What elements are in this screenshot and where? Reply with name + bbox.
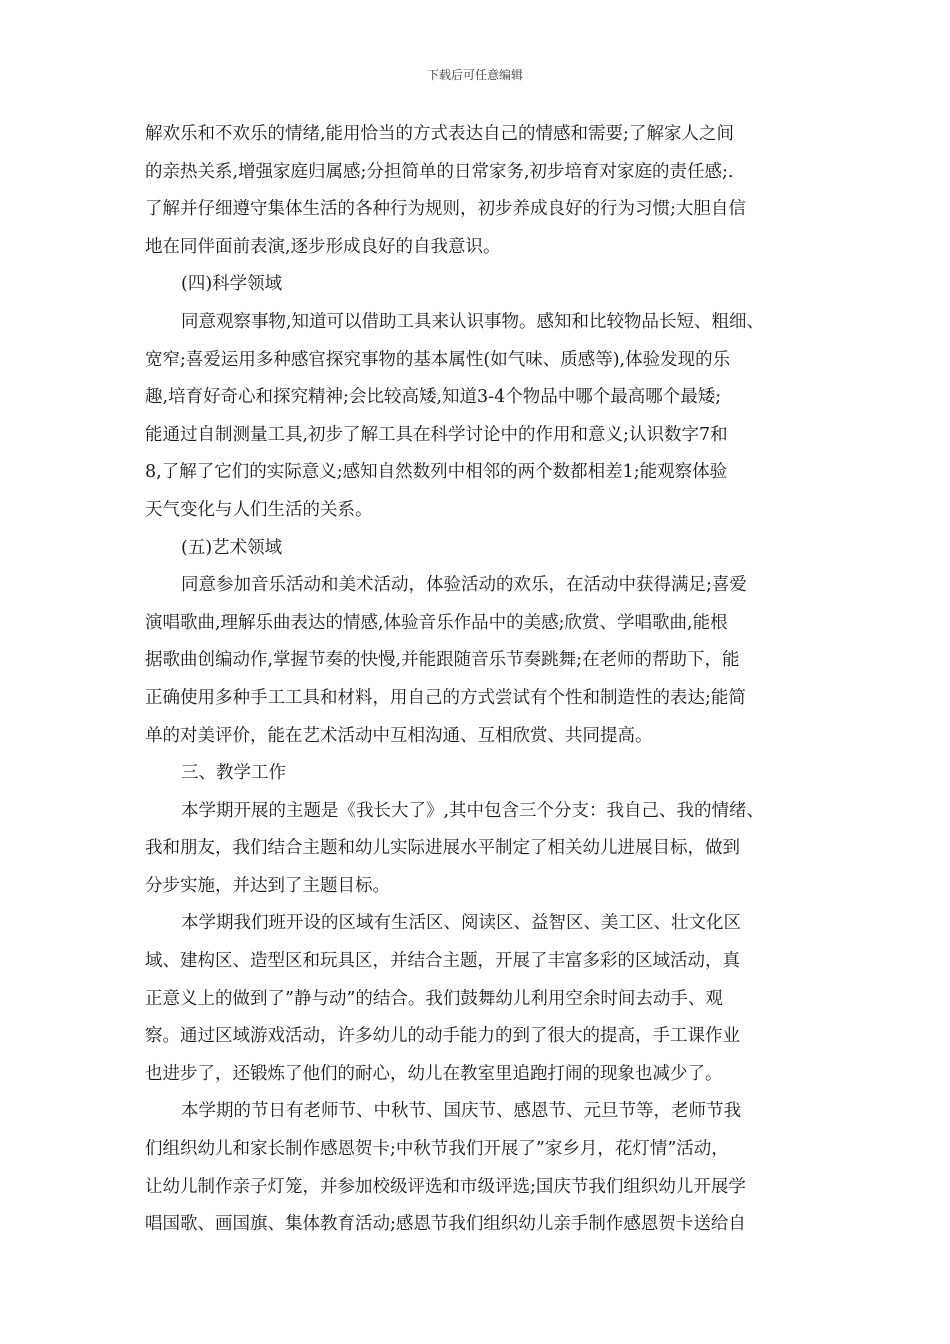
text-line: 解欢乐和不欢乐的情绪,能用恰当的方式表达自己的情感和需要;了解家人之间 [145,124,734,144]
text-line: 据歌曲创编动作,掌握节奏的快慢,并能跟随音乐节奏跳舞;在老师的帮助下，能 [145,650,740,671]
text-line: 演唱歌曲,理解乐曲表达的情感,体验音乐作品中的美感;欣赏、学唱歌曲,能根 [145,612,728,633]
section-heading-teaching: 三、教学工作 [181,763,286,784]
text-line: 天气变化与人们生活的关系。 [145,499,373,520]
text-line: 趣,培育好奇心和探究精神;会比较高矮,知道3-4个物品中哪个最高哪个最矮; [145,387,722,408]
text-line: 本学期我们班开设的区域有生活区、阅读区、益智区、美工区、壮文化区 [181,913,741,934]
section-heading-art: (五)艺术领域 [181,537,283,558]
text-line: 正意义上的做到了”静与动”的结合。我们鼓舞幼儿利用空余时间去动手、观 [145,988,723,1009]
text-line: 的亲热关系,增强家庭归属感;分担简单的日常家务,初步培育对家庭的责任感;. [145,161,734,182]
text-line: 我和朋友，我们结合主题和幼儿实际进展水平制定了相关幼儿进展目标，做到 [145,838,740,859]
text-line: 能通过自制测量工具,初步了解工具在科学讨论中的作用和意义;认识数字7和 [145,424,728,445]
section-heading-science: (四)科学领域 [181,274,283,295]
text-line: 让幼儿制作亲子灯笼，并参加校级评选和市级评选;国庆节我们组织幼儿开展学 [145,1176,746,1197]
text-line: 同意观察事物,知道可以借助工具来认识事物。感知和比较物品长短、粗细、 [181,311,765,332]
text-line: 正确使用多种手工工具和材料，用自己的方式尝试有个性和制造性的表达;能简 [145,687,746,708]
text-line: 本学期开展的主题是《我长大了》,其中包含三个分支：我自己、我的情绪、 [181,800,765,821]
text-line: 8,了解了它们的实际意义;感知自然数列中相邻的两个数都相差1;能观察体验 [145,462,728,483]
text-line: 唱国歌、画国旗、集体教育活动;感恩节我们组织幼儿亲手制作感恩贺卡送给自 [145,1214,746,1235]
text-line: 察。通过区域游戏活动，许多幼儿的动手能力的到了很大的提高，手工课作业 [145,1026,740,1047]
text-line: 了解并仔细遵守集体生活的各种行为规则，初步养成良好的行为习惯;大胆自信 [145,199,746,220]
page-header: 下载后可任意编辑 [426,68,523,82]
text-line: 们组织幼儿和家长制作感恩贺卡;中秋节我们开展了”家乡月，花灯情”活动， [145,1139,729,1160]
text-line: 地在同伴面前表演,逐步形成良好的自我意识。 [145,236,501,257]
text-line: 也进步了，还锻炼了他们的耐心，幼儿在教室里追跑打闹的现象也减少了。 [145,1063,723,1084]
text-line: 本学期的节日有老师节、中秋节、国庆节、感恩节、元旦节等，老师节我 [181,1101,741,1122]
text-line: 分步实施，并达到了主题目标。 [145,875,390,896]
text-line: 同意参加音乐活动和美术活动，体验活动的欢乐，在活动中获得满足;喜爱 [181,575,747,596]
text-line: 单的对美评价，能在艺术活动中互相沟通、互相欣赏、共同提高。 [145,725,653,746]
text-line: 宽窄;喜爱运用多种感官探究事物的基本属性(如气味、质感等),体验发现的乐 [145,349,731,370]
text-line: 域、建构区、造型区和玩具区，并结合主题，开展了丰富多彩的区域活动，真 [145,951,740,972]
body-text [145,116,810,1244]
